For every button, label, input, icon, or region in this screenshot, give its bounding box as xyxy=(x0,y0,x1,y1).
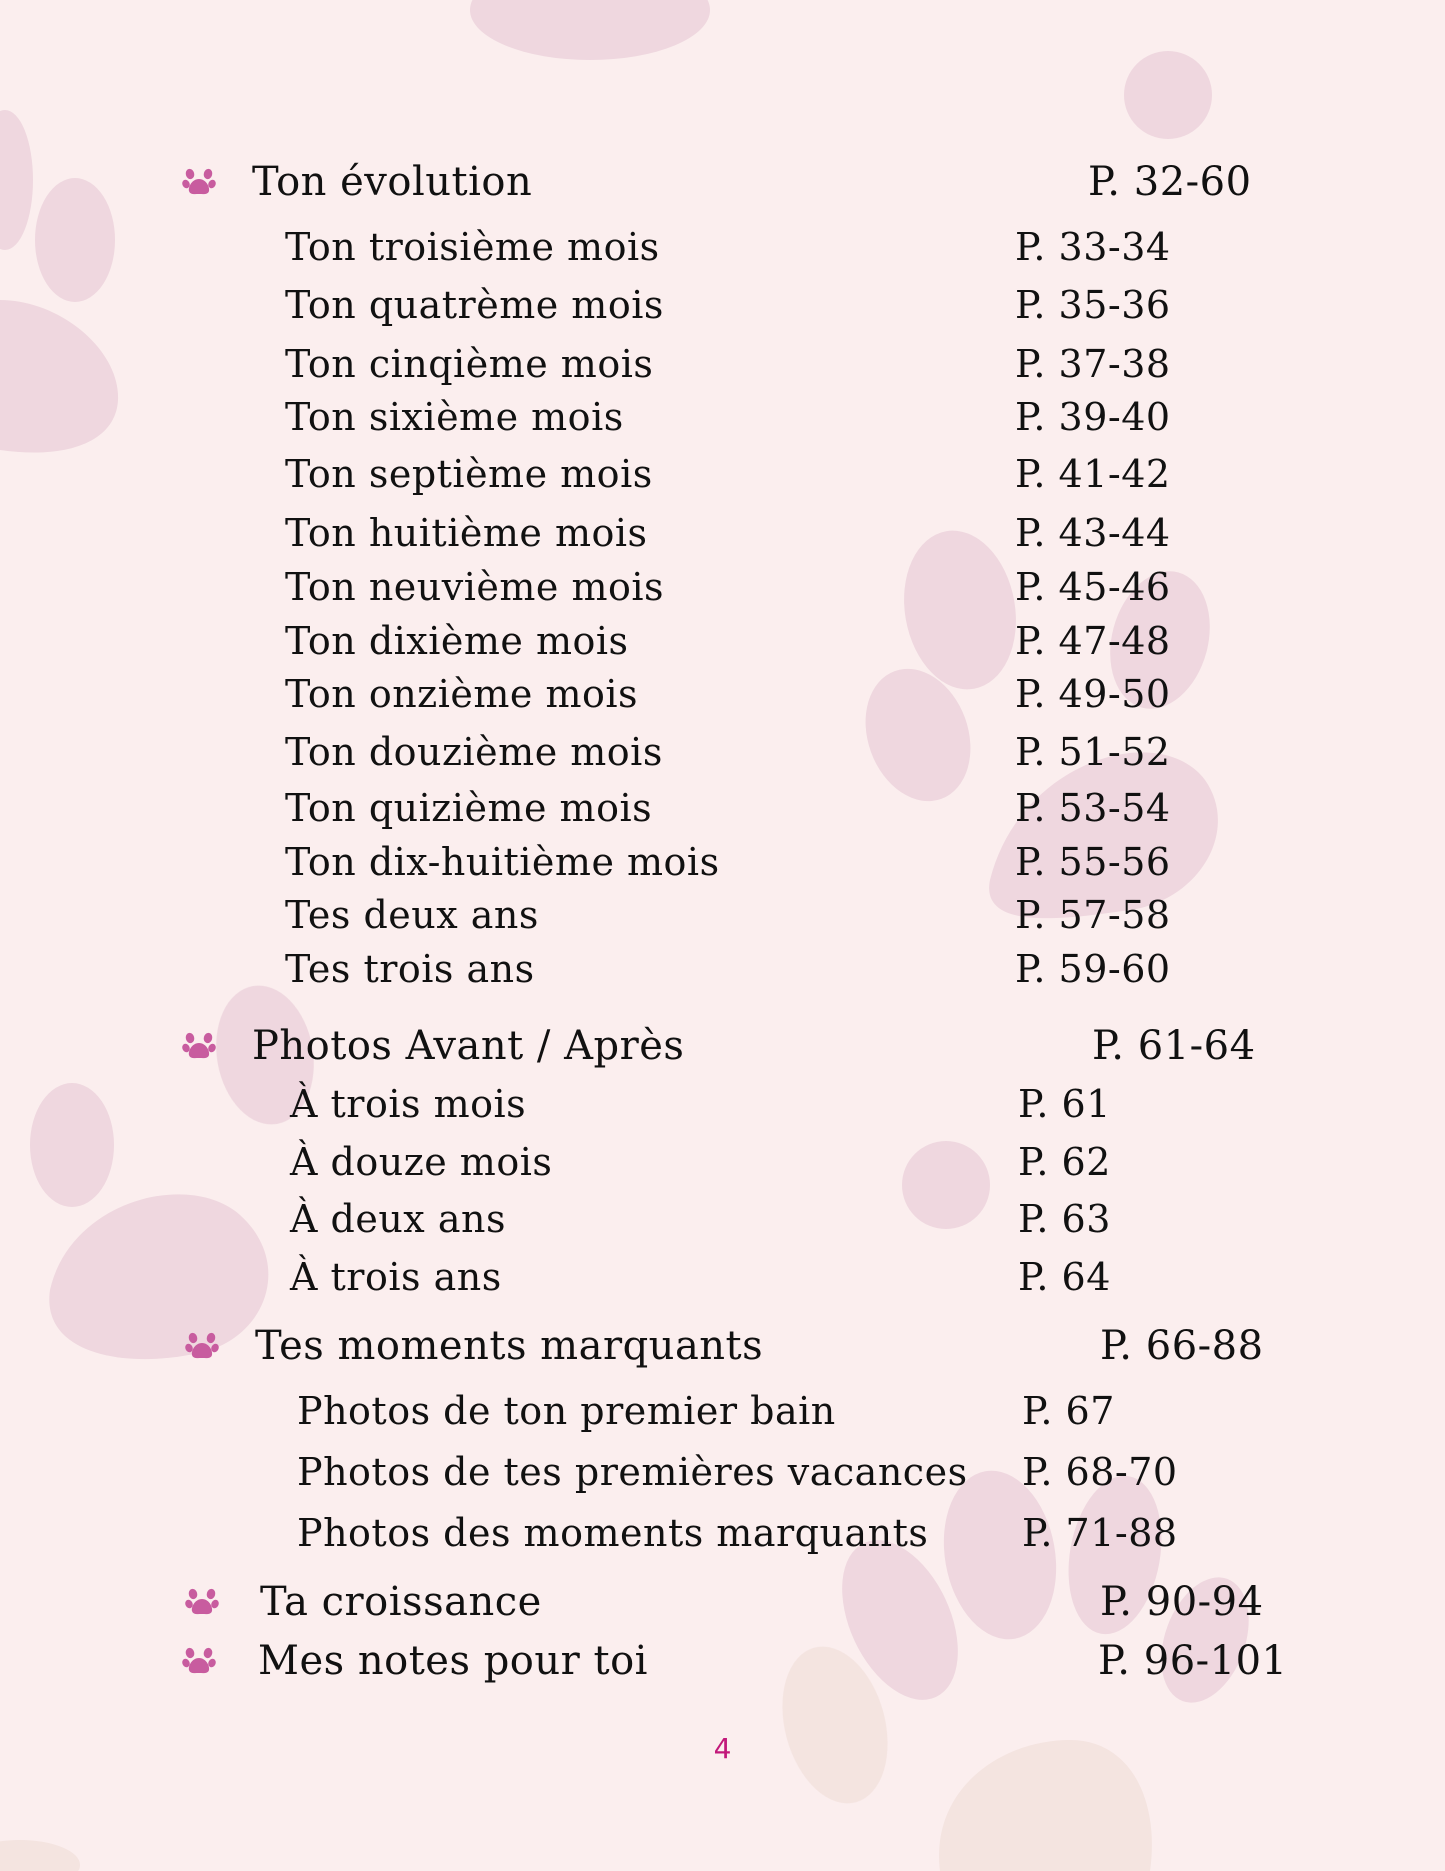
toc-page-range: P. 64 xyxy=(1018,1255,1111,1299)
toc-label: Ton sixième mois xyxy=(285,395,624,439)
toc-item xyxy=(0,1452,1445,1492)
toc-item xyxy=(0,1513,1445,1553)
toc-page-range: P. 61-64 xyxy=(1092,1023,1256,1069)
toc-page-range: P. 32-60 xyxy=(1088,159,1252,205)
toc-page-range: P. 96-101 xyxy=(1098,1638,1288,1684)
toc-label: Photos de ton premier bain xyxy=(297,1389,836,1433)
toc-page-range: P. 47-48 xyxy=(1015,619,1171,663)
toc-page-range: P. 71-88 xyxy=(1022,1511,1178,1555)
toc-item xyxy=(0,674,1445,714)
toc-page-range: P. 67 xyxy=(1022,1389,1115,1433)
toc-page-range: P. 66-88 xyxy=(1100,1323,1264,1369)
toc-page-range: P. 55-56 xyxy=(1015,840,1171,884)
toc-label: Ton quizième mois xyxy=(285,786,653,830)
paw-icon xyxy=(185,1585,219,1619)
toc-item xyxy=(0,895,1445,935)
toc-page-range: P. 62 xyxy=(1018,1140,1111,1184)
toc-label: Photos des moments marquants xyxy=(297,1511,929,1555)
toc-label: Ton dixième mois xyxy=(285,619,629,663)
toc-item xyxy=(0,732,1445,772)
paw-icon xyxy=(182,1644,216,1678)
toc-page-range: P. 45-46 xyxy=(1015,565,1171,609)
toc-page-range: P. 59-60 xyxy=(1015,947,1171,991)
toc-item xyxy=(0,788,1445,828)
toc-label: Tes trois ans xyxy=(285,947,535,991)
page-number: 4 xyxy=(713,1732,732,1765)
toc-label: Ton quatrème mois xyxy=(285,283,664,327)
toc-page-range: P. 43-44 xyxy=(1015,511,1171,555)
toc-label: Tes deux ans xyxy=(285,893,539,937)
toc-item xyxy=(0,621,1445,661)
toc-item xyxy=(0,567,1445,607)
toc-page-range: P. 49-50 xyxy=(1015,672,1171,716)
toc-label: Ton huitième mois xyxy=(285,511,648,555)
toc-item xyxy=(0,842,1445,882)
toc-item xyxy=(0,1257,1445,1297)
toc-label: À trois ans xyxy=(290,1255,502,1299)
toc-label: Photos Avant / Après xyxy=(252,1023,685,1069)
toc-page-range: P. 90-94 xyxy=(1100,1579,1264,1625)
toc-page-range: P. 35-36 xyxy=(1015,283,1171,327)
paw-icon xyxy=(182,165,216,199)
toc-label: Ton dix-huitième mois xyxy=(285,840,720,884)
toc-label: Ton onzième mois xyxy=(285,672,639,716)
toc-label: Photos de tes premières vacances xyxy=(297,1450,968,1494)
toc-page-range: P. 37-38 xyxy=(1015,342,1171,386)
toc-label: À douze mois xyxy=(290,1140,553,1184)
toc-label: À trois mois xyxy=(290,1082,527,1126)
toc-page-range: P. 53-54 xyxy=(1015,786,1171,830)
toc-item xyxy=(0,397,1445,437)
toc-page-range: P. 63 xyxy=(1018,1197,1111,1241)
toc-page-range: P. 57-58 xyxy=(1015,893,1171,937)
toc-item xyxy=(0,1084,1445,1124)
toc-item xyxy=(0,285,1445,325)
toc-item xyxy=(0,454,1445,494)
toc-label: À deux ans xyxy=(290,1197,506,1241)
toc-page-range: P. 61 xyxy=(1018,1082,1111,1126)
toc-label: Ton douzième mois xyxy=(285,730,663,774)
toc-label: Tes moments marquants xyxy=(255,1323,764,1369)
paw-icon xyxy=(182,1029,216,1063)
toc-item xyxy=(0,1142,1445,1182)
toc-section xyxy=(0,1023,1445,1069)
toc-item xyxy=(0,1199,1445,1239)
toc-item xyxy=(0,227,1445,267)
toc-label: Ton neuvième mois xyxy=(285,565,665,609)
toc-page-range: P. 39-40 xyxy=(1015,395,1171,439)
toc-label: Ton troisième mois xyxy=(285,225,660,269)
toc-item xyxy=(0,949,1445,989)
paw-icon xyxy=(185,1329,219,1363)
toc-label: Ton évolution xyxy=(252,159,533,205)
toc-page-range: P. 33-34 xyxy=(1015,225,1171,269)
toc-item xyxy=(0,344,1445,384)
toc-page-range: P. 68-70 xyxy=(1022,1450,1178,1494)
toc-section xyxy=(0,1323,1445,1369)
toc-label: Ta croissance xyxy=(260,1579,542,1625)
toc-label: Ton cinqième mois xyxy=(285,342,654,386)
toc-item xyxy=(0,1391,1445,1431)
toc-label: Ton septième mois xyxy=(285,452,653,496)
toc-item xyxy=(0,513,1445,553)
toc-label: Mes notes pour toi xyxy=(258,1638,648,1684)
toc-page-range: P. 41-42 xyxy=(1015,452,1171,496)
toc-page-range: P. 51-52 xyxy=(1015,730,1171,774)
toc-section xyxy=(0,1579,1445,1625)
toc-section xyxy=(0,159,1445,205)
toc-section xyxy=(0,1638,1445,1684)
